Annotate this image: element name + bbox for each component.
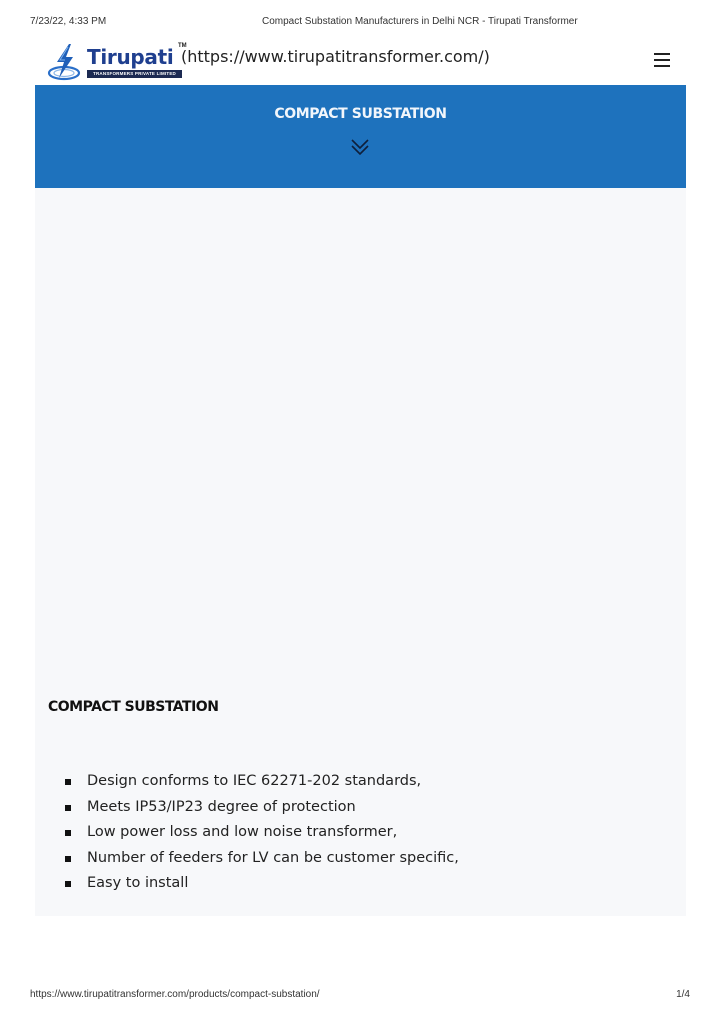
site-header: [35, 38, 686, 84]
product-image-area: [35, 188, 686, 678]
feature-text: Design conforms to IEC 62271-202 standards,: [87, 773, 422, 789]
print-footer-url: https://www.tirupatitransformer.com/products/compact-substation/: [30, 989, 320, 1000]
bullet-square-icon: [65, 856, 71, 862]
print-header: [30, 16, 690, 30]
page-number: 1/4: [676, 989, 690, 1000]
logo-name: Tirupati: [87, 45, 174, 69]
feature-text: Meets IP53/IP23 degree of protection: [87, 798, 356, 815]
logo-tagline: TRANSFORMERS PRIVATE LIMITED: [87, 70, 182, 78]
list-item: [65, 846, 459, 872]
feature-text: Easy to install: [87, 875, 189, 891]
bullet-square-icon: [65, 881, 71, 887]
list-item: [65, 871, 459, 897]
print-datetime: 7/23/22, 4:33 PM: [30, 16, 107, 27]
logo-trademark: TM: [178, 43, 187, 49]
bullet-square-icon: [65, 805, 71, 811]
list-item: [65, 795, 459, 821]
section-heading: COMPACT SUBSTATION: [48, 699, 219, 715]
double-chevron-down-icon[interactable]: [350, 137, 370, 157]
feature-list: [65, 769, 459, 897]
list-item: [65, 769, 459, 795]
bullet-square-icon: [65, 830, 71, 836]
feature-text: Low power loss and low noise transformer,: [87, 824, 398, 840]
lightning-bolt-icon: [47, 42, 83, 82]
bullet-square-icon: [65, 779, 71, 785]
content-panel: [35, 188, 686, 916]
hamburger-menu-icon[interactable]: [654, 53, 670, 67]
print-page-title: Compact Substation Manufacturers in Delhi NCR - Tirupati Transformer: [262, 16, 578, 27]
list-item: [65, 820, 459, 846]
banner-title: COMPACT SUBSTATION: [274, 106, 447, 122]
feature-text: Number of feeders for LV can be customer specific,: [87, 849, 459, 866]
site-url-link[interactable]: (https://www.tirupatitransformer.com/): [181, 47, 490, 66]
print-footer: [30, 989, 690, 1003]
site-logo[interactable]: [47, 42, 185, 82]
page-banner: [35, 85, 686, 188]
